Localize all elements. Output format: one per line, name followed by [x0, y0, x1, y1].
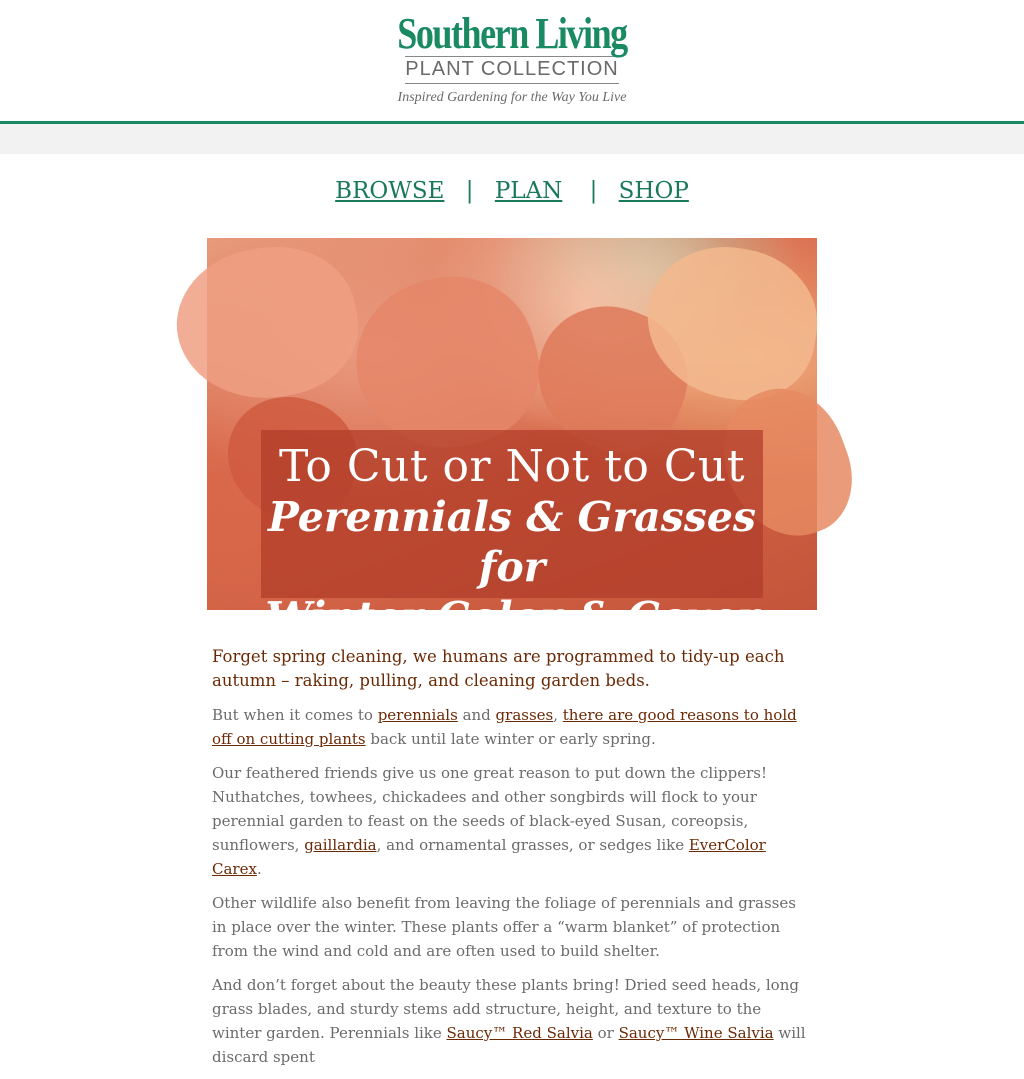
text: will discard spent [212, 1024, 806, 1066]
text: Our feathered friends give us one great reason to put down the clippers! Nuthatches, towhees, chickadees and other songbirds will flock to your perennial garden to feast on the seeds of black-eyed Susan, coreopsis, sunflowers, [212, 764, 767, 854]
saucy-red-salvia-link[interactable]: Saucy™ Red Salvia [446, 1024, 593, 1042]
gray-band [0, 124, 1024, 154]
article-body [212, 645, 812, 1079]
text: back until late winter or early spring. [365, 730, 656, 748]
paragraph-1 [212, 703, 812, 751]
text: and [457, 706, 496, 724]
text: , and ornamental grasses, or sedges like [376, 836, 689, 854]
lead-paragraph: Forget spring cleaning, we humans are programmed to tidy-up each autumn – raking, pulling, and cleaning garden beds. [212, 647, 785, 690]
perennials-link[interactable]: perennials [377, 706, 458, 724]
text: But when it comes to [212, 706, 378, 724]
paragraph-4 [212, 973, 812, 1069]
text: And don’t forget about the beauty these plants bring! Dried seed heads, long grass blades, and sturdy stems add structure, height, and texture to the winter garden. Perennials like [212, 976, 799, 1042]
good-reasons-link[interactable]: there are good reasons to hold off on cutting plants [212, 706, 797, 748]
text: . [256, 860, 262, 878]
nav-separator: | [465, 178, 474, 204]
grasses-link[interactable]: grasses [495, 706, 554, 724]
nav-browse-link[interactable]: BROWSE [335, 178, 445, 204]
leaf-shape [165, 234, 368, 413]
hero-title-box [261, 430, 763, 641]
hero-title-line1: To Cut or Not to Cut [278, 441, 746, 492]
logo-collection: PLANT COLLECTION [405, 56, 618, 84]
logo-brand: Southern Living [397, 9, 627, 58]
text: , [553, 706, 563, 724]
saucy-wine-salvia-link[interactable]: Saucy™ Wine Salvia [618, 1024, 774, 1042]
paragraph-3: Other wildlife also benefit from leaving the foliage of perennials and grasses in place over the winter. These plants offer a “warm blanket” of protection from the wind and cold and are often used to build shelter. [212, 894, 796, 960]
hero-banner-image[interactable] [207, 238, 817, 641]
nav-shop-link[interactable]: SHOP [618, 178, 689, 204]
hero-title-line2: Perennials & Grasses for [268, 493, 756, 591]
gaillardia-link[interactable]: gaillardia [304, 836, 377, 854]
nav-separator: | [589, 178, 598, 204]
logo-tagline: Inspired Gardening for the Way You Live [397, 90, 627, 105]
hero-title-line3: Winter Color & Cover [265, 593, 759, 641]
main-nav [0, 178, 1024, 204]
text: or [592, 1024, 619, 1042]
southern-living-logo[interactable] [0, 10, 1024, 106]
evercolor-carex-link[interactable]: EverColor Carex [212, 836, 766, 878]
nav-plan-link[interactable]: PLAN [494, 178, 563, 204]
email-header [0, 0, 1024, 121]
paragraph-2 [212, 761, 812, 881]
